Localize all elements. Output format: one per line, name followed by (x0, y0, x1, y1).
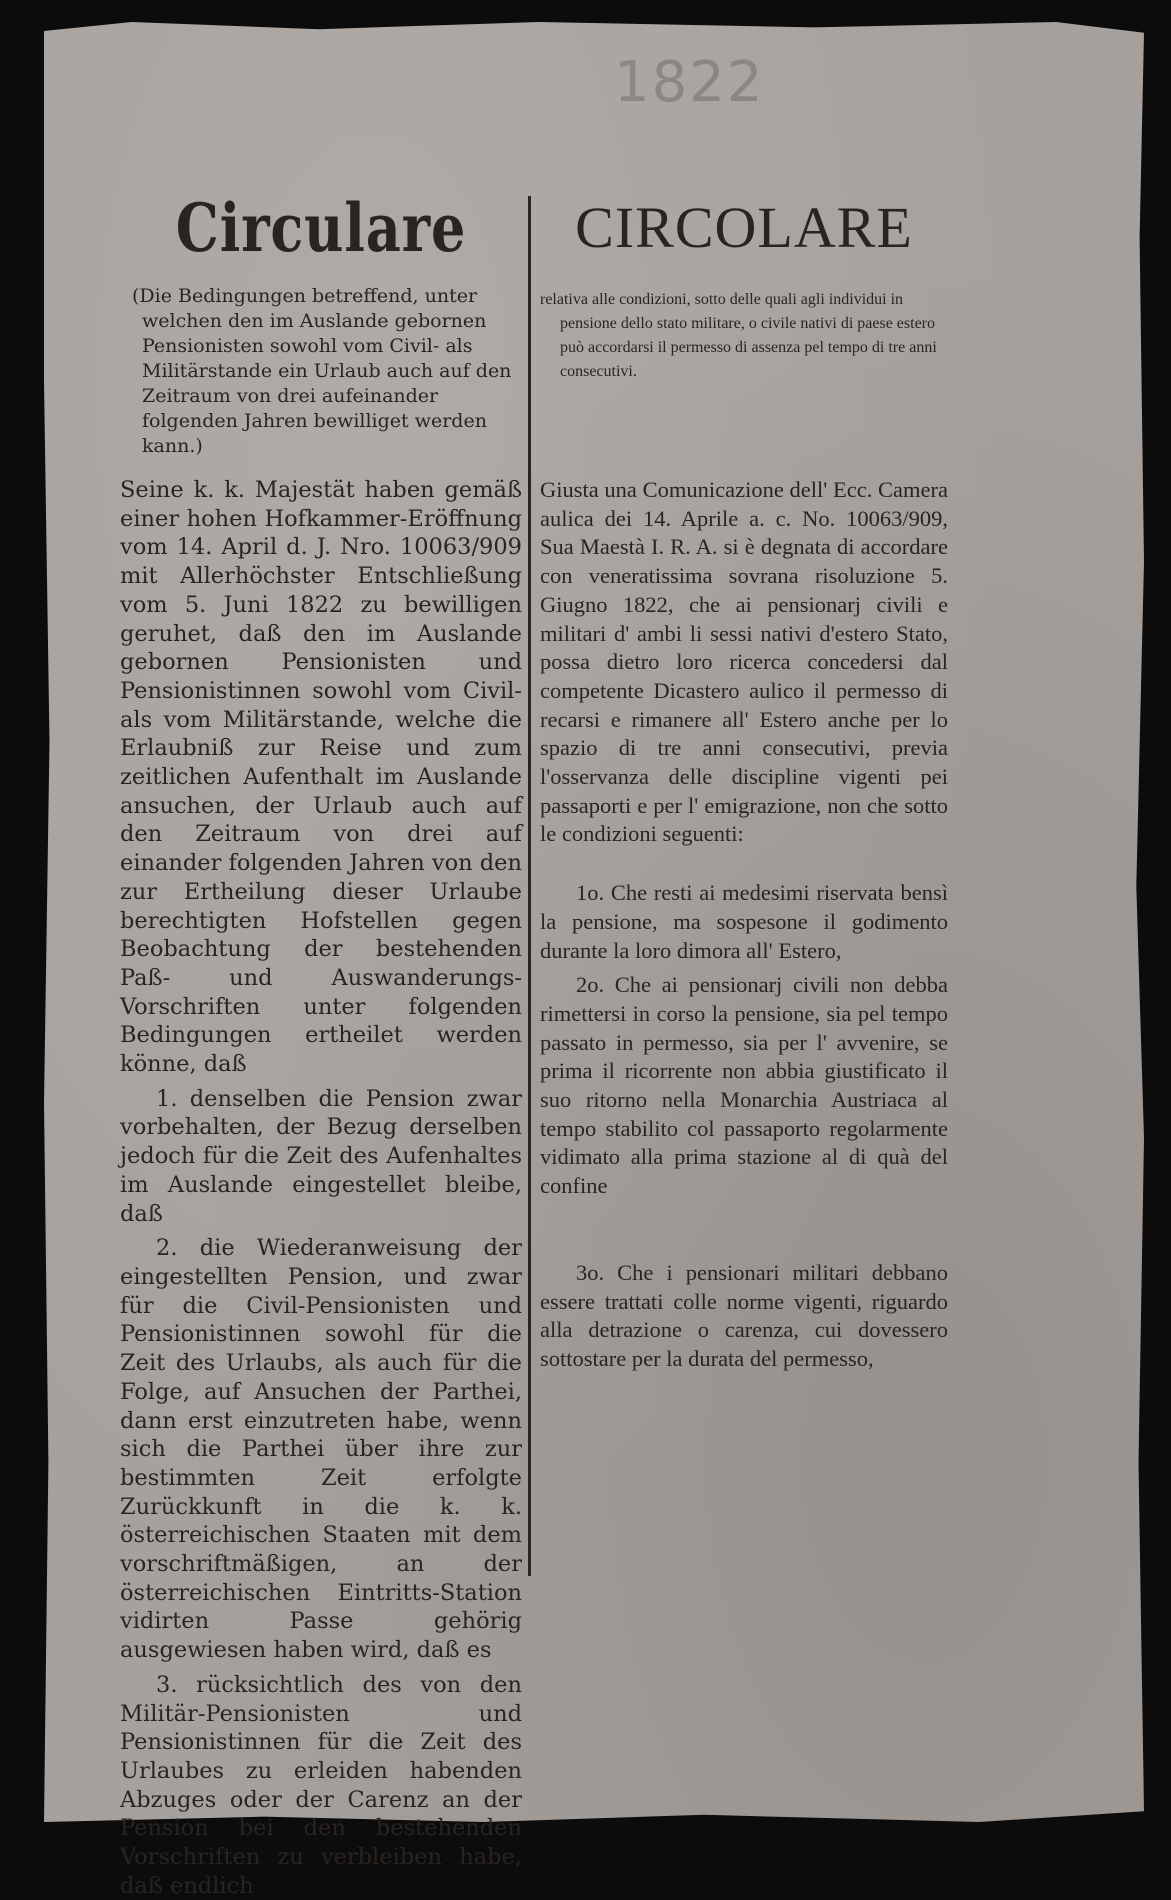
pencil-annotation: 1822 (614, 50, 765, 115)
italian-intro: Giusta una Comunicazione dell' Ecc. Camera aulica dei 14. Aprile a. c. No. 10063/909, Sua Maestà I. R. A. si è degnata di accordare con veneratissima sovrana risoluzione 5. Giugno 1822, che ai pensionarj civili e militari d' ambi li sessi nativi d'estero Stato, possa dietro loro ricerca concedersi dal competente Dicastero aulico il permesso di recarsi e rimanere all' Estero anche per lo spazio di tre anni consecutivi, previa l'osservanza delle discipline vigenti pei passaporti e per l' emigrazione, non che sotto le condizioni seguenti: (540, 477, 948, 847)
italian-body (540, 476, 948, 1374)
german-condition-1: 1. denselben die Pension zwar vorbehalten, der Bezug derselben jedoch für die Zeit des Aufenhaltes im Auslande eingestellet bleibe, daß (120, 1085, 522, 1227)
italian-title: CIRCOLARE (575, 195, 913, 260)
german-intro: Seine k. k. Majestät haben gemäß einer hohen Hofkammer-Eröffnung vom 14. April d. J. Nro. 10063/909 mit Allerhöchster Entschließung vom 5. Juni 1822 zu bewilligen geruhet, daß den im Auslande gebornen Pensionisten und Pensionistinnen sowohl vom Civil- als vom Militärstande, welche die Erlaubniß zur Reise und zum zeitlichen Aufenthalt im Auslande ansuchen, der Urlaub auch auf den Zeitraum von drei auf einander folgenden Jahren von den zur Ertheilung dieser Urlaube berechtigten Hofstellen gegen Beobachtung der bestehenden Paß- und Auswanderungs-Vorschriften unter folgenden Bedingungen ertheilet werden könne, daß (120, 477, 522, 1078)
german-title: Circulare (175, 189, 467, 267)
italian-condition-2: 2o. Che ai pensionarj civili non debba rimettersi in corso la pensione, sia pel tempo passato in permesso, sia per l' avvenire, se prima il ricorrente non abbia giustificato il suo ritorno nella Monarchia Austriaca al tempo stabilito col passaporto regolarmente vidimato alla prima stazione al di quà del confine (540, 972, 948, 1199)
italian-subtitle: relativa alle condizioni, sotto delle quali agli individui in pensione dello stato militare, o civile nativi di paese estero può accordarsi il permesso di assenza pel tempo di tre anni consecutivi. (540, 291, 937, 380)
italian-condition-1: 1o. Che resti ai medesimi riservata bensì la pensione, ma sospesone il godimento durante la loro dimora all' Estero, (540, 880, 948, 963)
german-body (120, 476, 522, 1900)
german-column (120, 186, 522, 1899)
column-divider (528, 196, 531, 1576)
german-subtitle: (Die Bedingungen betreffend, unter welchen den im Auslande gebornen Pensionisten sowohl vom Civil- als Militärstande ein Urlaub auch auf den Zeitraum von drei aufeinander folgenden Jahren bewilliget werden kann.) (132, 285, 512, 457)
german-condition-3: 3. rücksichtlich des von den Militär-Pensionisten und Pensionistinnen für die Zeit des Urlaubes zu erleiden habenden Abzuges oder der Carenz an der Pension bei den bestehenden Vorschriften zu verbleiben habe, daß endlich (120, 1671, 522, 1899)
italian-condition-3: 3o. Che i pensionari militari debbano essere trattati colle norme vigenti, riguardo alla detrazione o carenza, cui dovessero sottostare per la durata del permesso, (540, 1259, 948, 1371)
german-condition-2: 2. die Wiederanweisung der eingestellten Pension, und zwar für die Civil-Pensionisten und Pensionistinnen sowohl für die Zeit des Urlaubs, als auch für die Folge, auf Ansuchen der Parthei, dann erst einzutreten habe, wenn sich die Parthei über ihre zur bestimmten Zeit erfolgte Zurückkunft in die k. k. österreichischen Staaten mit dem vorschriftmäßigen, an der österreichischen Eintritts-Station vidirten Passe gehörig ausgewiesen haben wird, daß es (120, 1235, 522, 1664)
italian-column (540, 186, 948, 1371)
